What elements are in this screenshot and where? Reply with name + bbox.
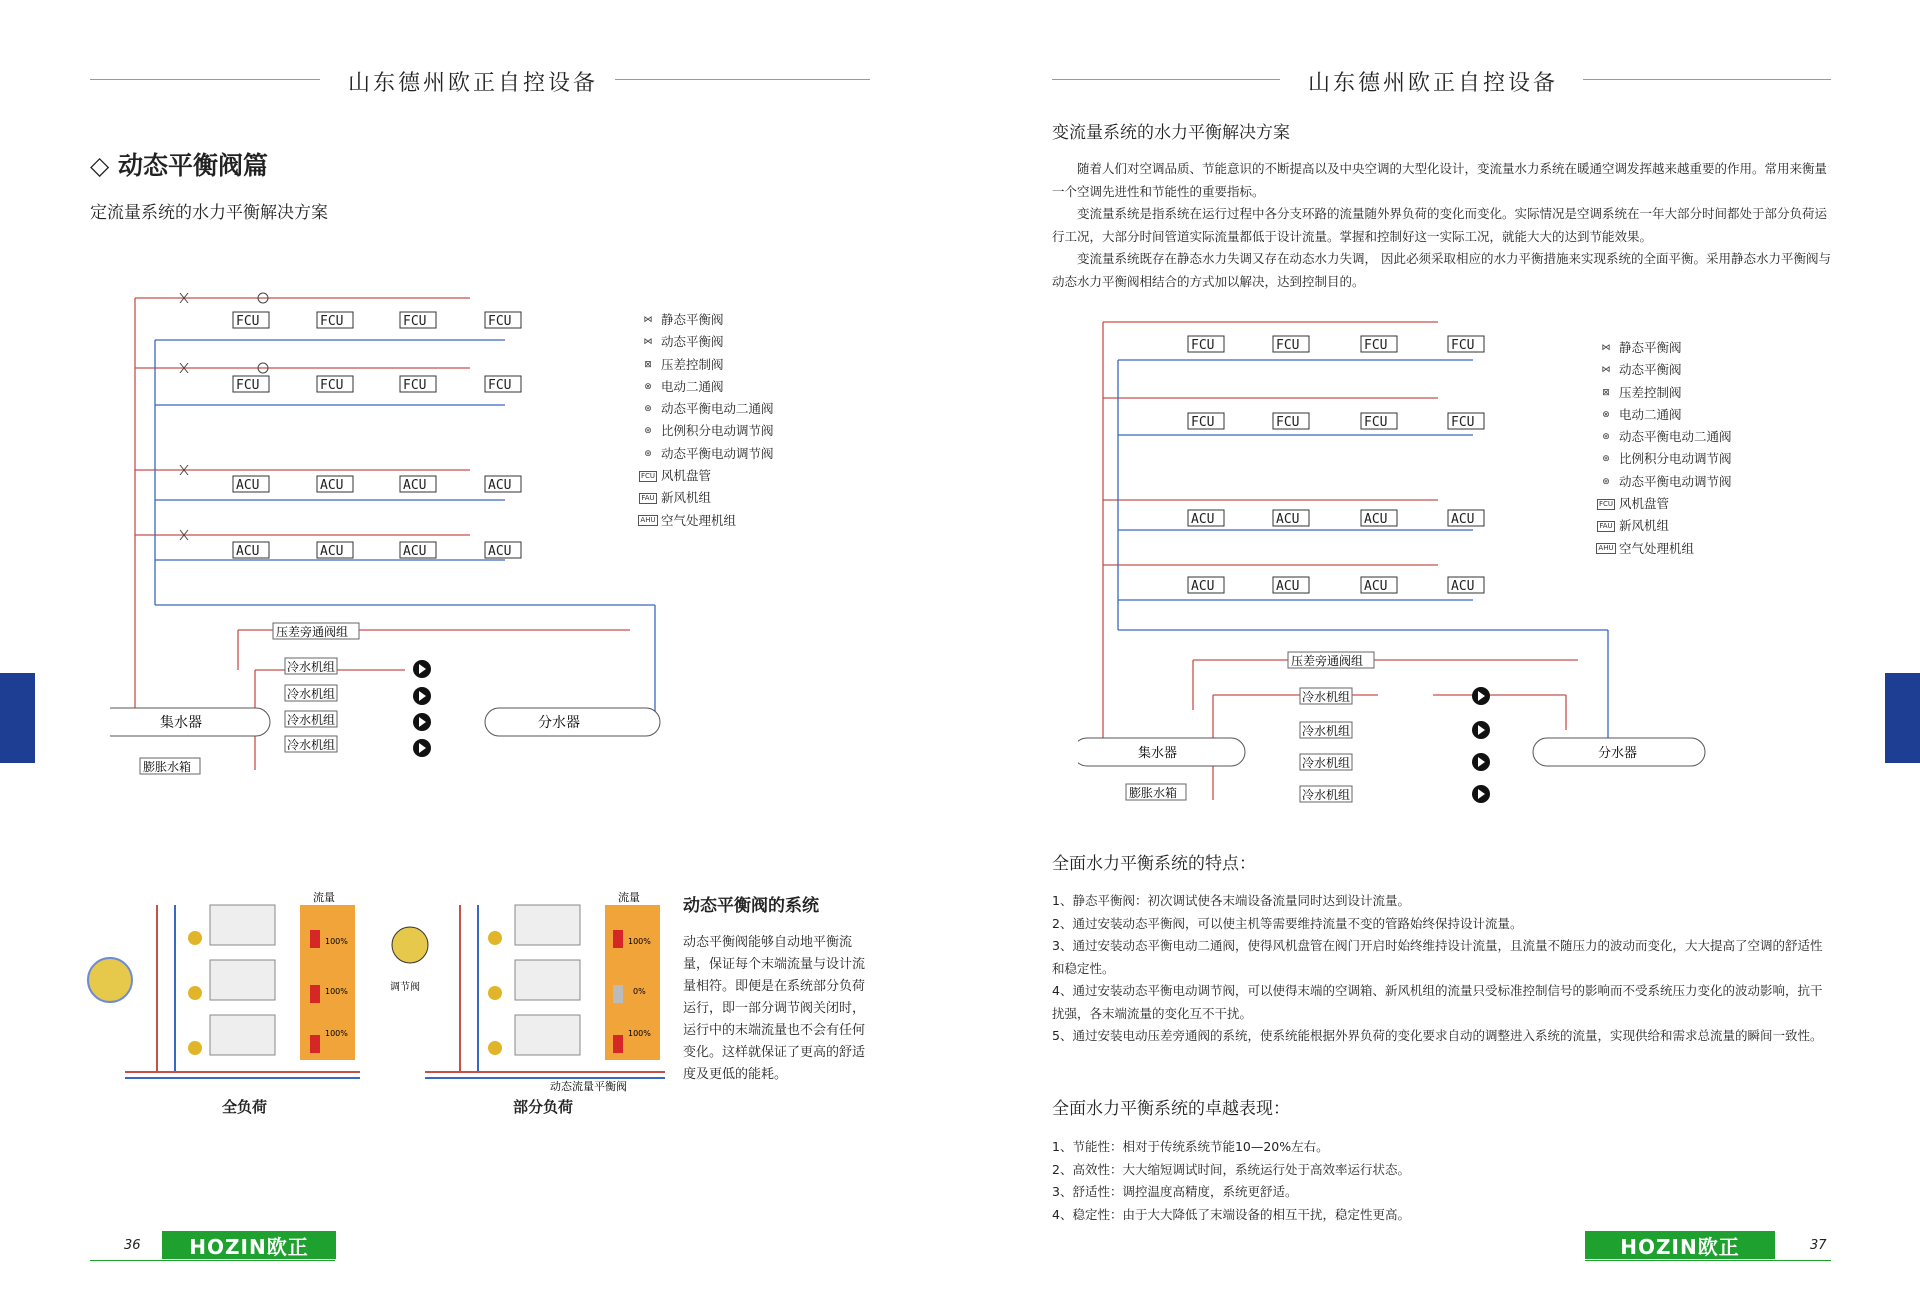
footer-rule-right xyxy=(1585,1260,1831,1261)
acu-row-2 xyxy=(233,542,521,559)
legend-label: 比例积分电动调节阀 xyxy=(1619,451,1732,467)
percent-label: 100% xyxy=(628,1029,651,1038)
chiller-label: 冷水机组 xyxy=(1302,690,1351,704)
feature-item: 5、通过安装电动压差旁通阀的系统，使系统能根据外界负荷的变化要求自动的调整进入系统的流量，实现供给和需求总流量的瞬间一致性。 xyxy=(1052,1028,1823,1043)
legend-label: 动态平衡阀 xyxy=(1619,362,1682,378)
fcu-label: FCU xyxy=(1364,338,1388,353)
dynamic-valve-icon: ⋈ xyxy=(1601,365,1611,376)
fcu-label: FCU xyxy=(488,314,512,329)
fau-icon xyxy=(1593,521,1619,532)
electric-valve-icon: ⊗ xyxy=(1602,409,1610,420)
acu-label: ACU xyxy=(488,544,512,559)
distributor-label: 分水器 xyxy=(538,715,580,731)
chiller-label: 冷水机组 xyxy=(287,660,336,674)
acu-label: ACU xyxy=(403,478,427,493)
section-title-text: 动态平衡阀篇 xyxy=(117,151,268,180)
feature-item: 4、通过安装动态平衡电动调节阀，可以使得末端的空调箱、新风机组的流量只受标准控制信号的影响而不受系统压力变化的波动影响，抗干扰强，各末端流量的变化互不干扰。 xyxy=(1052,983,1823,1021)
expansion-label: 膨胀水箱 xyxy=(1129,786,1178,800)
advantage-item: 3、舒适性：调控温度高精度，系统更舒适。 xyxy=(1052,1184,1298,1199)
legend-label: 比例积分电动调节阀 xyxy=(661,423,774,439)
fcu-label: FCU xyxy=(1451,338,1475,353)
fcu-icon-text: FCU xyxy=(1598,499,1614,508)
fcu-label: FCU xyxy=(403,314,427,329)
distributor-label: 分水器 xyxy=(1598,746,1638,761)
paragraph-3: 变流量系统既存在静态水力失调又存在动态水力失调， 因此必须采取相应的水力平衡措施来实现系统的全面平衡。采用静态水力平衡阀与动态水力平衡阀相结合的方式加以解决，达到控制目的。 xyxy=(1052,251,1831,289)
legend-label: 风机盘管 xyxy=(1619,496,1670,512)
legend-label: 动态平衡电动调节阀 xyxy=(661,445,774,461)
ahu-icon-text: AHU xyxy=(1598,544,1614,553)
header-title-right: 山东德州欧正自控设备 xyxy=(1308,71,1559,96)
flow-label: 流量 xyxy=(313,891,335,904)
fcu-label: FCU xyxy=(1191,415,1215,430)
acu-label: ACU xyxy=(403,544,427,559)
legend-item xyxy=(635,309,774,331)
footer-rule-left xyxy=(90,1260,335,1261)
paragraph-2: 变流量系统是指系统在运行过程中各分支环路的流量随外界负荷的变化而变化。实际情况是空调系统在一年大部分时间都处于部分负荷运行工况，大部分时间管道实际流量都低于设计流量。掌握和控制好这一实际工况，就能大大的达到节能效果。 xyxy=(1052,206,1828,244)
chiller-label: 冷水机组 xyxy=(1302,788,1351,802)
header-rule-right xyxy=(615,79,870,80)
legend-item xyxy=(1593,471,1732,493)
legend-item xyxy=(1593,426,1732,448)
legend-item xyxy=(635,465,774,487)
legend-item xyxy=(635,420,774,442)
electric-valve-icon: ⊗ xyxy=(644,381,652,392)
pi-valve-icon: ⊛ xyxy=(644,426,652,437)
pi-valve-icon: ⊛ xyxy=(1602,454,1610,465)
legend-item xyxy=(1593,382,1732,404)
acu-label: ACU xyxy=(1364,579,1388,594)
legend-item xyxy=(1593,359,1732,381)
bypass-label: 压差旁通阀组 xyxy=(276,625,349,639)
acu-label: ACU xyxy=(1276,579,1300,594)
header-rule-left-r xyxy=(1052,79,1280,80)
legend-label: 动态平衡电动二通阀 xyxy=(1619,429,1732,445)
acu-label: ACU xyxy=(488,478,512,493)
feature-item: 1、静态平衡阀：初次调试使各末端设备流量同时达到设计流量。 xyxy=(1052,893,1410,908)
fcu-label: FCU xyxy=(1364,415,1388,430)
left-subtitle: 定流量系统的水力平衡解决方案 xyxy=(90,203,328,223)
fcu-label: FCU xyxy=(488,378,512,393)
advantage-item: 1、节能性：相对于传统系统节能10—20%左右。 xyxy=(1052,1139,1329,1154)
header-rule-right-r xyxy=(1583,79,1831,80)
fcu-row-2 xyxy=(233,376,521,393)
full-load-diagram xyxy=(88,890,360,1078)
diamond-icon: ◇ xyxy=(90,151,110,180)
acu-label: ACU xyxy=(1451,512,1475,527)
ahu-icon xyxy=(1593,543,1619,554)
legend-item xyxy=(635,510,774,532)
legend-label: 静态平衡阀 xyxy=(661,312,724,327)
fcu-label: FCU xyxy=(1451,415,1475,430)
legend-right xyxy=(1593,337,1732,560)
page-number-right: 37 xyxy=(1810,1238,1827,1253)
collector-label: 集水器 xyxy=(160,715,202,731)
legend-label: 静态平衡阀 xyxy=(1619,340,1682,355)
fcu-icon-text: FCU xyxy=(640,471,656,480)
legend-item xyxy=(635,354,774,376)
legend-item xyxy=(635,376,774,398)
legend-label: 电动二通阀 xyxy=(661,378,724,394)
load-illustration xyxy=(85,890,680,1120)
fcu-icon xyxy=(1593,499,1619,510)
legend-label: 空气处理机组 xyxy=(1619,540,1695,556)
chiller-label: 冷水机组 xyxy=(1302,756,1351,770)
legend-item xyxy=(1593,337,1732,359)
legend-item xyxy=(1593,448,1732,470)
brand-logo-left: HOZIN欧正 xyxy=(162,1231,336,1259)
fcu-label: FCU xyxy=(236,378,260,393)
chiller-label: 冷水机组 xyxy=(287,738,336,752)
dyn-valve-label: 动态流量平衡阀 xyxy=(550,1080,627,1093)
legend-left xyxy=(635,309,774,532)
percent-label: 100% xyxy=(325,1029,348,1038)
legend-item xyxy=(635,443,774,465)
system-title: 动态平衡阀的系统 xyxy=(683,896,819,916)
legend-item xyxy=(635,331,774,353)
page-number-left: 36 xyxy=(124,1238,141,1253)
full-load-caption: 全负荷 xyxy=(222,1098,268,1116)
advantage-item: 4、稳定性：由于大大降低了末端设备的相互干扰，稳定性更高。 xyxy=(1052,1206,1410,1222)
dynamic-electric-valve-icon: ⊛ xyxy=(644,404,652,415)
expansion-label: 膨胀水箱 xyxy=(143,760,192,774)
legend-item xyxy=(1593,493,1732,515)
dynamic-regulating-valve-icon: ⊛ xyxy=(1602,476,1610,487)
dynamic-electric-valve-icon: ⊛ xyxy=(1602,432,1610,443)
fcu-icon xyxy=(635,471,661,482)
advantages-title: 全面水力平衡系统的卓越表现： xyxy=(1052,1099,1290,1119)
static-valve-icon: ⋈ xyxy=(1601,343,1611,353)
advantages-list xyxy=(1052,1136,1832,1226)
legend-item xyxy=(1593,404,1732,426)
advantage-item: 2、高效性：大大缩短调试时间，系统运行处于高效率运行状态。 xyxy=(1052,1161,1410,1177)
static-valve-icon: ⋈ xyxy=(643,315,653,325)
collector-label: 集水器 xyxy=(1138,746,1178,761)
legend-label: 电动二通阀 xyxy=(1619,406,1682,422)
acu-label: ACU xyxy=(1191,579,1215,594)
features-title: 全面水力平衡系统的特点： xyxy=(1052,854,1256,874)
brand-logo-right: HOZIN欧正 xyxy=(1585,1231,1775,1259)
dynamic-valve-icon: ⋈ xyxy=(643,337,653,348)
acu-label: ACU xyxy=(236,478,260,493)
fcu-label: FCU xyxy=(320,378,344,393)
valve-label: 调节阀 xyxy=(390,982,420,993)
legend-item xyxy=(1593,538,1732,560)
paragraph-1: 随着人们对空调品质、节能意识的不断提高以及中央空调的大型化设计，变流量水力系统在暖通空调发挥越来越重要的作用。常用来衡量一个空调先进性和节能性的重要指标。 xyxy=(1052,161,1828,199)
header-title-left: 山东德州欧正自控设备 xyxy=(348,71,599,96)
legend-item xyxy=(635,398,774,420)
chiller-label: 冷水机组 xyxy=(1302,724,1351,738)
acu-label: ACU xyxy=(236,544,260,559)
acu-label: ACU xyxy=(320,544,344,559)
ahu-icon xyxy=(635,515,661,526)
acu-row-1 xyxy=(233,476,521,493)
fcu-label: FCU xyxy=(403,378,427,393)
feature-item: 3、通过安装动态平衡电动二通阀，使得风机盘管在阀门开启时始终维持设计流量，且流量不随压力的波动而变化，大大提高了空调的舒适性和稳定性。 xyxy=(1052,938,1823,976)
legend-label: 新风机组 xyxy=(1619,518,1670,534)
chiller-label: 冷水机组 xyxy=(287,713,336,727)
left-system-diagram xyxy=(110,280,670,780)
acu-label: ACU xyxy=(320,478,344,493)
legend-item xyxy=(1593,515,1732,537)
bypass-label: 压差旁通阀组 xyxy=(1291,654,1364,668)
partial-load-caption: 部分负荷 xyxy=(513,1098,574,1116)
fcu-label: FCU xyxy=(1276,415,1300,430)
side-tab-right xyxy=(1885,673,1920,763)
header-rule-left xyxy=(90,79,320,80)
acu-label: ACU xyxy=(1191,512,1215,527)
fcu-row-1 xyxy=(233,312,521,329)
dynamic-regulating-valve-icon: ⊛ xyxy=(644,448,652,459)
feature-item: 2、通过安装动态平衡阀，可以使主机等需要维持流量不变的管路始终保持设计流量。 xyxy=(1052,915,1523,931)
ahu-icon-text: AHU xyxy=(640,516,656,525)
legend-label: 动态平衡阀 xyxy=(661,334,724,350)
partial-load-diagram xyxy=(390,890,665,1093)
acu-label: ACU xyxy=(1451,579,1475,594)
legend-label: 动态平衡电动二通阀 xyxy=(661,401,774,417)
percent-label: 100% xyxy=(325,987,348,996)
fcu-label: FCU xyxy=(1191,338,1215,353)
pressure-valve-icon: ⊠ xyxy=(1602,387,1610,398)
features-list xyxy=(1052,890,1832,1048)
fau-icon-text: FAU xyxy=(641,494,655,503)
pressure-valve-icon: ⊠ xyxy=(644,359,652,370)
right-title: 变流量系统的水力平衡解决方案 xyxy=(1052,123,1290,143)
legend-item xyxy=(635,487,774,509)
percent-label: 100% xyxy=(325,937,348,946)
legend-label: 风机盘管 xyxy=(661,468,712,484)
legend-label: 压差控制阀 xyxy=(1619,384,1682,400)
fau-icon xyxy=(635,493,661,504)
legend-label: 新风机组 xyxy=(661,490,712,506)
fcu-label: FCU xyxy=(236,314,260,329)
section-title xyxy=(90,146,268,182)
fcu-label: FCU xyxy=(320,314,344,329)
chiller-label: 冷水机组 xyxy=(287,687,336,701)
percent-label: 100% xyxy=(628,937,651,946)
system-text: 动态平衡阀能够自动地平衡流量，保证每个末端流量与设计流量相符。即便是在系统部分负荷运行，即一部分调节阀关闭时，运行中的末端流量也不会有任何变化。这样就保证了更高的舒适度及更低的能耗。 xyxy=(683,935,866,1082)
acu-label: ACU xyxy=(1276,512,1300,527)
flow-label: 流量 xyxy=(618,891,640,904)
acu-label: ACU xyxy=(1364,512,1388,527)
fcu-label: FCU xyxy=(1276,338,1300,353)
legend-label: 空气处理机组 xyxy=(661,512,737,528)
legend-label: 压差控制阀 xyxy=(661,356,724,372)
percent-label: 0% xyxy=(633,987,646,996)
legend-label: 动态平衡电动调节阀 xyxy=(1619,473,1732,489)
fau-icon-text: FAU xyxy=(1599,522,1613,531)
side-tab-left xyxy=(0,673,35,763)
